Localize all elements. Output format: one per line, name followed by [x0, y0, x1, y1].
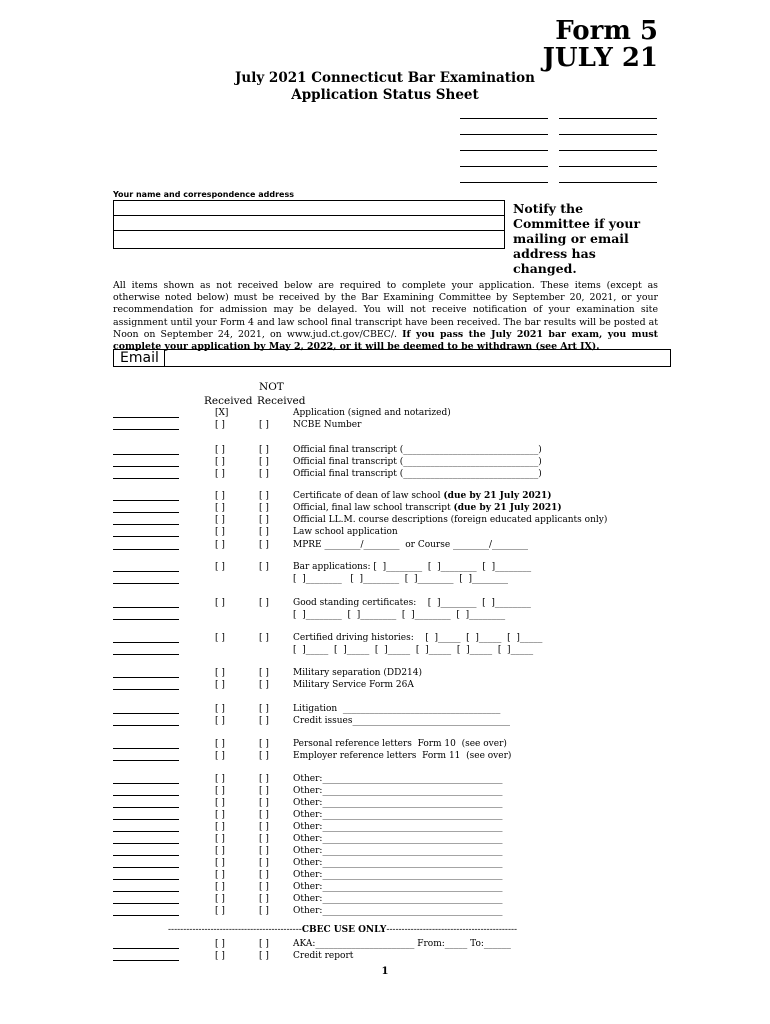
item-description: [293, 419, 361, 431]
instructions-paragraph: [113, 280, 658, 353]
item-description: [293, 526, 398, 538]
date-blank-line[interactable]: [113, 725, 179, 726]
not-received-checkbox[interactable]: [ ]: [259, 680, 269, 690]
list-item: [0, 833, 770, 845]
item-text: Other:________________________________________: [293, 882, 503, 892]
form-number: Form 5: [555, 16, 658, 46]
item-text: Official final transcript (______________________________): [293, 457, 542, 467]
date-blank-line[interactable]: [113, 831, 179, 832]
item-text: Official LL.M. course descriptions (foreign educated applicants only): [293, 515, 608, 525]
email-field[interactable]: [113, 349, 671, 367]
title-line-1: July 2021 Connecticut Bar Examination: [235, 70, 535, 86]
item-description: [293, 797, 502, 809]
list-item: [0, 468, 770, 480]
list-item: [0, 703, 770, 715]
item-text: Other:________________________________________: [293, 786, 503, 796]
column-header-received: Received: [204, 395, 253, 407]
form-date: JULY 21: [542, 43, 658, 73]
item-deadline: (due by 21 July 2021): [443, 491, 552, 501]
item-text: NCBE Number: [293, 420, 362, 430]
item-description: [293, 905, 502, 917]
not-received-checkbox[interactable]: [ ]: [259, 939, 269, 949]
item-text: Official final transcript (______________________________): [293, 469, 542, 479]
item-text: Other:________________________________________: [293, 906, 503, 916]
received-checkbox[interactable]: [ ]: [215, 527, 225, 537]
item-description: [293, 667, 422, 679]
item-description: [293, 869, 502, 881]
item-description: [293, 703, 500, 715]
list-item: [0, 597, 770, 609]
list-item: [0, 773, 770, 785]
received-checkbox[interactable]: [ ]: [215, 822, 225, 832]
cbec-dashes-right: -------------------------------------------: [386, 925, 518, 935]
item-deadline: (due by 21 July 2021): [453, 503, 562, 513]
date-blank-line[interactable]: [113, 500, 179, 501]
not-received-checkbox[interactable]: [ ]: [259, 858, 269, 868]
not-received-checkbox[interactable]: [ ]: [259, 527, 269, 537]
received-checkbox[interactable]: [ ]: [215, 598, 225, 608]
received-checkbox[interactable]: [ ]: [215, 798, 225, 808]
date-blank-line[interactable]: [113, 748, 179, 749]
blank-line[interactable]: [559, 166, 657, 167]
date-blank-line[interactable]: [113, 915, 179, 916]
list-item: [0, 407, 770, 419]
received-checkbox[interactable]: [ ]: [215, 704, 225, 714]
address-label: Your name and correspondence address: [113, 190, 295, 199]
email-label: Email: [120, 350, 159, 366]
item-text: Other:________________________________________: [293, 774, 503, 784]
item-text: Military separation (DD214): [293, 668, 423, 678]
item-text: Other:________________________________________: [293, 834, 503, 844]
item-description: [293, 857, 502, 869]
not-received-checkbox[interactable]: [ ]: [259, 798, 269, 808]
item-text: Law school application: [293, 527, 398, 537]
date-blank-line[interactable]: [113, 417, 179, 418]
instructions-text: All items shown as not received below are required to complete your application. These items (except as otherwise noted below) must be received by the Bar Examining Committee by September 20, 2021, or your recommendation for admission may be delayed. You will not receive notification of your examination site assignment until your Form 4 and law school final transcript have been received. The bar results will be posted at Noon on September 24, 2021, on www.jud.ct.gov/CBEC/.: [113, 280, 658, 340]
list-item: [0, 881, 770, 893]
item-description: [293, 950, 353, 962]
blank-line[interactable]: [559, 118, 657, 119]
blank-line[interactable]: [559, 134, 657, 135]
received-checkbox[interactable]: [ ]: [215, 420, 225, 430]
received-checkbox[interactable]: [ ]: [215, 951, 225, 961]
item-description: [293, 468, 542, 480]
date-blank-line[interactable]: [113, 571, 179, 572]
blank-line[interactable]: [559, 182, 657, 183]
blank-line[interactable]: [460, 134, 548, 135]
item-text: [ ]________ [ ]________ [ ]________ [ ]________: [293, 574, 509, 584]
item-text: [ ]_____ [ ]_____ [ ]_____ [ ]_____ [ ]_____ [ ]_____: [293, 645, 534, 655]
item-text: Litigation ___________________________________: [293, 704, 501, 714]
list-item: [0, 715, 770, 727]
date-blank-line[interactable]: [113, 607, 179, 608]
item-description: [293, 881, 502, 893]
item-text: AKA:______________________ From:_____ To:______: [293, 939, 511, 949]
date-blank-line[interactable]: [113, 689, 179, 690]
date-blank-line[interactable]: [113, 713, 179, 714]
date-blank-line[interactable]: [113, 524, 179, 525]
item-text: Application (signed and notarized): [293, 408, 451, 418]
received-checkbox[interactable]: [ ]: [215, 858, 225, 868]
column-header-not: NOT: [259, 381, 284, 393]
list-item: [0, 490, 770, 502]
received-checkbox[interactable]: [ ]: [215, 846, 225, 856]
list-item: [0, 667, 770, 679]
list-item: [0, 609, 770, 621]
item-description: [293, 845, 502, 857]
date-blank-line[interactable]: [113, 619, 179, 620]
not-received-checkbox[interactable]: [ ]: [259, 810, 269, 820]
instructions-emphasis: If you pass the July 2021 bar exam, you must complete your application by May 2, 2022, or it will be deemed to be withdrawn (see Art IX).: [113, 328, 658, 353]
list-item: [0, 785, 770, 797]
list-item: [0, 893, 770, 905]
date-blank-line[interactable]: [113, 583, 179, 584]
item-text: Certificate of dean of law school: [293, 491, 444, 501]
date-blank-line[interactable]: [113, 642, 179, 643]
list-item: [0, 456, 770, 468]
received-checkbox[interactable]: [ ]: [215, 716, 225, 726]
list-item: [0, 444, 770, 456]
received-checkbox[interactable]: [ ]: [215, 774, 225, 784]
item-text: MPRE ________/________ or Course ________/________: [293, 540, 529, 550]
address-box[interactable]: [113, 200, 505, 249]
received-checkbox[interactable]: [ ]: [215, 445, 225, 455]
page-number: 1: [381, 966, 389, 977]
item-text: Certified driving histories: [ ]_____ [ ]_____ [ ]_____: [293, 633, 543, 643]
date-blank-line[interactable]: [113, 819, 179, 820]
date-blank-line[interactable]: [113, 549, 179, 550]
not-received-checkbox[interactable]: [ ]: [259, 786, 269, 796]
date-blank-line[interactable]: [113, 760, 179, 761]
list-item: [0, 644, 770, 656]
address-line[interactable]: [114, 230, 504, 231]
address-line[interactable]: [114, 215, 504, 216]
received-checkbox[interactable]: [ ]: [215, 834, 225, 844]
received-checkbox[interactable]: [ ]: [215, 633, 225, 643]
item-description: [293, 833, 502, 845]
item-description: [293, 679, 414, 691]
not-received-checkbox[interactable]: [ ]: [259, 420, 269, 430]
received-checkbox[interactable]: [X]: [215, 408, 229, 418]
not-received-checkbox[interactable]: [ ]: [259, 846, 269, 856]
received-checkbox[interactable]: [ ]: [215, 503, 225, 513]
not-received-checkbox[interactable]: [ ]: [259, 704, 269, 714]
list-item: [0, 502, 770, 514]
item-description: [293, 773, 502, 785]
item-description: [293, 539, 528, 551]
item-description: [293, 738, 507, 750]
received-checkbox[interactable]: [ ]: [215, 562, 225, 572]
received-checkbox[interactable]: [ ]: [215, 810, 225, 820]
not-received-checkbox[interactable]: [ ]: [259, 834, 269, 844]
not-received-checkbox[interactable]: [ ]: [259, 774, 269, 784]
item-text: Official final transcript (______________________________): [293, 445, 542, 455]
item-text: Personal reference letters Form 10 (see over): [293, 739, 507, 749]
received-checkbox[interactable]: [ ]: [215, 882, 225, 892]
date-blank-line[interactable]: [113, 948, 179, 949]
list-item: [0, 750, 770, 762]
list-item: [0, 845, 770, 857]
item-description: [293, 407, 451, 419]
item-description: [293, 785, 502, 797]
list-item: [0, 950, 770, 962]
not-received-checkbox[interactable]: [ ]: [259, 751, 269, 761]
not-received-checkbox[interactable]: [ ]: [259, 445, 269, 455]
list-item: [0, 938, 770, 950]
item-text: Good standing certificates: [ ]________ [ ]________: [293, 598, 531, 608]
date-blank-line[interactable]: [113, 903, 179, 904]
received-checkbox[interactable]: [ ]: [215, 540, 225, 550]
blank-line[interactable]: [460, 182, 548, 183]
received-checkbox[interactable]: [ ]: [215, 491, 225, 501]
item-text: Official, final law school transcript: [293, 503, 454, 513]
item-description: [293, 821, 502, 833]
blank-line[interactable]: [460, 166, 548, 167]
not-received-checkbox[interactable]: [ ]: [259, 822, 269, 832]
list-item: [0, 679, 770, 691]
item-description: [293, 573, 508, 585]
list-item: [0, 632, 770, 644]
received-checkbox[interactable]: [ ]: [215, 906, 225, 916]
email-divider: [164, 350, 165, 366]
blank-line[interactable]: [460, 118, 548, 119]
blank-line[interactable]: [559, 150, 657, 151]
item-text: Other:________________________________________: [293, 798, 503, 808]
item-description: [293, 597, 531, 609]
date-blank-line[interactable]: [113, 843, 179, 844]
received-checkbox[interactable]: [ ]: [215, 668, 225, 678]
item-description: [293, 809, 502, 821]
item-description: [293, 502, 562, 514]
not-received-checkbox[interactable]: [ ]: [259, 951, 269, 961]
cbec-use-only-divider: [168, 925, 517, 935]
not-received-checkbox[interactable]: [ ]: [259, 894, 269, 904]
item-text: Other:________________________________________: [293, 810, 503, 820]
page-title: [0, 70, 770, 104]
item-description: [293, 632, 542, 644]
column-header-not-received: Received: [257, 395, 306, 407]
item-description: [293, 490, 552, 502]
received-checkbox[interactable]: [ ]: [215, 515, 225, 525]
list-item: [0, 419, 770, 431]
not-received-checkbox[interactable]: [ ]: [259, 739, 269, 749]
not-received-checkbox[interactable]: [ ]: [259, 457, 269, 467]
received-checkbox[interactable]: [ ]: [215, 751, 225, 761]
date-blank-line[interactable]: [113, 891, 179, 892]
not-received-checkbox[interactable]: [ ]: [259, 598, 269, 608]
list-item: [0, 514, 770, 526]
not-received-checkbox[interactable]: [ ]: [259, 515, 269, 525]
date-blank-line[interactable]: [113, 429, 179, 430]
date-blank-line[interactable]: [113, 795, 179, 796]
list-item: [0, 857, 770, 869]
received-checkbox[interactable]: [ ]: [215, 894, 225, 904]
item-text: Other:________________________________________: [293, 858, 503, 868]
date-blank-line[interactable]: [113, 536, 179, 537]
list-item: [0, 809, 770, 821]
list-item: [0, 821, 770, 833]
received-checkbox[interactable]: [ ]: [215, 680, 225, 690]
not-received-checkbox[interactable]: [ ]: [259, 491, 269, 501]
list-item: [0, 905, 770, 917]
item-text: Employer reference letters Form 11 (see over): [293, 751, 512, 761]
item-description: [293, 456, 542, 468]
item-description: [293, 644, 533, 656]
received-checkbox[interactable]: [ ]: [215, 870, 225, 880]
date-blank-line[interactable]: [113, 466, 179, 467]
item-text: Military Service Form 26A: [293, 680, 414, 690]
blank-line[interactable]: [460, 150, 548, 151]
item-text: Other:________________________________________: [293, 846, 503, 856]
item-text: Other:________________________________________: [293, 894, 503, 904]
item-description: [293, 893, 502, 905]
notify-committee-note: Notify the Committee if your mailing or email address has changed.: [513, 201, 641, 276]
item-text: Credit report: [293, 951, 354, 961]
not-received-checkbox[interactable]: [ ]: [259, 562, 269, 572]
list-item: [0, 738, 770, 750]
date-blank-line[interactable]: [113, 677, 179, 678]
list-item: [0, 561, 770, 573]
item-text: [ ]________ [ ]________ [ ]________ [ ]________: [293, 610, 506, 620]
date-blank-line[interactable]: [113, 654, 179, 655]
item-description: [293, 444, 542, 456]
received-checkbox[interactable]: [ ]: [215, 739, 225, 749]
item-description: [293, 750, 511, 762]
date-blank-line[interactable]: [113, 478, 179, 479]
date-blank-line[interactable]: [113, 867, 179, 868]
received-checkbox[interactable]: [ ]: [215, 939, 225, 949]
list-item: [0, 869, 770, 881]
item-text: Credit issues___________________________________: [293, 716, 510, 726]
item-description: [293, 514, 607, 526]
not-received-checkbox[interactable]: [ ]: [259, 540, 269, 550]
date-blank-line[interactable]: [113, 879, 179, 880]
cbec-dashes-left: --------------------------------------------: [168, 925, 302, 935]
item-description: [293, 609, 505, 621]
form-number-block: [543, 18, 658, 72]
cbec-label: CBEC USE ONLY: [301, 925, 387, 935]
not-received-checkbox[interactable]: [ ]: [259, 906, 269, 916]
item-description: [293, 561, 531, 573]
list-item: [0, 539, 770, 551]
date-blank-line[interactable]: [113, 807, 179, 808]
received-checkbox[interactable]: [ ]: [215, 469, 225, 479]
not-received-checkbox[interactable]: [ ]: [259, 870, 269, 880]
date-blank-line[interactable]: [113, 783, 179, 784]
list-item: [0, 573, 770, 585]
item-text: Other:________________________________________: [293, 870, 503, 880]
not-received-checkbox[interactable]: [ ]: [259, 668, 269, 678]
date-blank-line[interactable]: [113, 855, 179, 856]
title-line-2: Application Status Sheet: [291, 87, 479, 103]
date-blank-line[interactable]: [113, 512, 179, 513]
not-received-checkbox[interactable]: [ ]: [259, 503, 269, 513]
not-received-checkbox[interactable]: [ ]: [259, 633, 269, 643]
list-item: [0, 797, 770, 809]
list-item: [0, 526, 770, 538]
item-text: Other:________________________________________: [293, 822, 503, 832]
date-blank-line[interactable]: [113, 454, 179, 455]
item-text: Bar applications: [ ]________ [ ]________ [ ]________: [293, 562, 532, 572]
not-received-checkbox[interactable]: [ ]: [259, 882, 269, 892]
received-checkbox[interactable]: [ ]: [215, 457, 225, 467]
date-blank-line[interactable]: [113, 960, 179, 961]
item-description: [293, 938, 511, 950]
not-received-checkbox[interactable]: [ ]: [259, 469, 269, 479]
not-received-checkbox[interactable]: [ ]: [259, 716, 269, 726]
item-description: [293, 715, 510, 727]
received-checkbox[interactable]: [ ]: [215, 786, 225, 796]
